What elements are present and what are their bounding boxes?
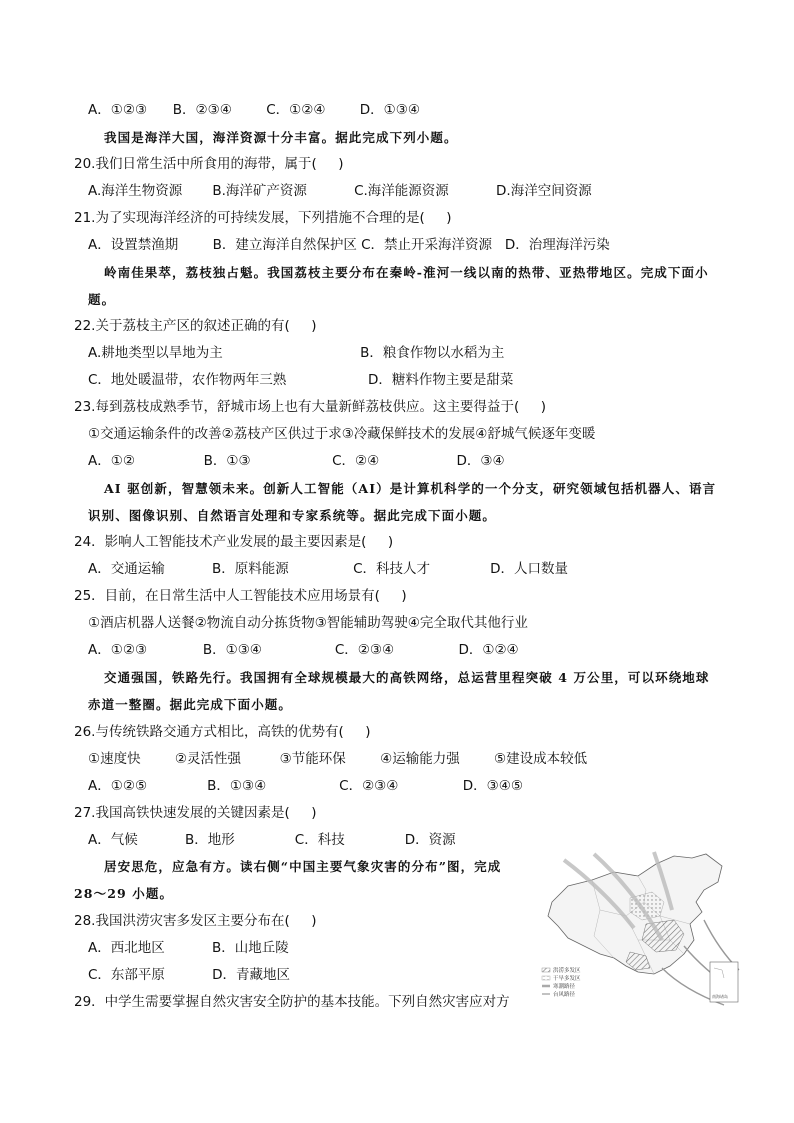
intro-text: 交通强国，铁路先行。我国拥有全球规模最大的高铁网络，总运营里程突破 4 万公里，可以环绕地球: [104, 670, 710, 685]
choice-list: ①酒店机器人送餐②物流自动分拣货物③智能辅助驾驶④完全取代其他行业: [88, 615, 528, 631]
question-stem: 21.为了实现海洋经济的可持续发展，下列措施不合理的是( ): [74, 210, 452, 226]
intro-text: 我国是海洋大国，海洋资源十分丰富。据此完成下列小题。: [104, 130, 458, 145]
options-line: A．设置禁渔期 B．建立海洋自然保护区 C．禁止开采海洋资源 D．治理海洋污染: [88, 237, 610, 253]
intro-text: 居安思危，应急有方。读右侧“中国主要气象灾害的分布”图，完成: [104, 859, 502, 874]
options-line: C．地处暖温带，农作物两年三熟 D．糖料作物主要是甜菜: [88, 372, 514, 388]
options-line: A．①②③ B．②③④ C．①②④ D．①③④: [88, 102, 420, 118]
disaster-distribution-map: [534, 850, 744, 1008]
question-stem: 29．中学生需要掌握自然灾害安全防护的基本技能。下列自然灾害应对方: [74, 994, 510, 1010]
question-stem: 20.我们日常生活中所食用的海带，属于( ): [74, 156, 344, 172]
legend-drought: 干旱多发区: [553, 976, 581, 982]
options-line: A．交通运输 B．原料能源 C．科技人才 D．人口数量: [88, 561, 568, 577]
question-stem: 24．影响人工智能技术产业发展的最主要因素是( ): [74, 534, 394, 550]
question-stem: 27.我国高铁快速发展的关键因素是( ): [74, 805, 317, 821]
options-line: A．①②⑤ B．①③④ C．②③④ D．③④⑤: [88, 778, 523, 794]
intro-text: AI 驱创新，智慧领未来。创新人工智能（AI）是计算机科学的一个分支，研究领域包括机器人、语言: [104, 481, 717, 496]
intro-text: 28～29 小题。: [74, 886, 174, 901]
south-china-sea-inset: [710, 962, 738, 1002]
options-line: A．西北地区 B．山地丘陵: [88, 940, 289, 956]
choice-list: ①交通运输条件的改善②荔枝产区供过于求③冷藏保鲜技术的发展④舒城气候逐年变暖: [88, 426, 596, 442]
legend-cold-wave: 寒潮路径: [553, 984, 576, 990]
question-stem: 28.我国洪涝灾害多发区主要分布在( ): [74, 913, 317, 929]
intro-text: 识别、图像识别、自然语言处理和专家系统等。据此完成下面小题。: [88, 508, 497, 523]
legend-typhoon: 台风路径: [553, 992, 576, 998]
inset-label: 南海诸岛: [712, 994, 728, 999]
question-stem: 26.与传统铁路交通方式相比，高铁的优势有( ): [74, 724, 371, 740]
question-stem: 25．目前，在日常生活中人工智能技术应用场景有( ): [74, 588, 407, 604]
map-legend: [542, 966, 581, 998]
options-line: A．①② B．①③ C．②④ D．③④: [88, 453, 505, 469]
options-line: C．东部平原 D．青藏地区: [88, 967, 291, 983]
intro-text: 岭南佳果萃，荔枝独占魁。我国荔枝主要分布在秦岭-淮河一线以南的热带、亚热带地区。完成下面小: [104, 265, 709, 280]
intro-text: 赤道一整圈。据此完成下面小题。: [88, 697, 293, 712]
options-line: A.耕地类型以旱地为主 B．粮食作物以水稻为主: [88, 345, 505, 361]
options-line: A．气候 B．地形 C．科技 D．资源: [88, 832, 456, 848]
question-stem: 23.每到荔枝成熟季节，舒城市场上也有大量新鲜荔枝供应。这主要得益于( ): [74, 399, 546, 415]
legend-flood: 洪涝多发区: [553, 968, 581, 974]
choice-list: ①速度快 ②灵活性强 ③节能环保 ④运输能力强 ⑤建设成本较低: [88, 751, 588, 767]
question-stem: 22.关于荔枝主产区的叙述正确的有( ): [74, 318, 317, 334]
intro-text: 题。: [88, 292, 116, 307]
options-line: A．①②③ B．①③④ C．②③④ D．①②④: [88, 642, 519, 658]
options-line: A.海洋生物资源 B.海洋矿产资源 C.海洋能源资源 D.海洋空间资源: [88, 183, 592, 199]
